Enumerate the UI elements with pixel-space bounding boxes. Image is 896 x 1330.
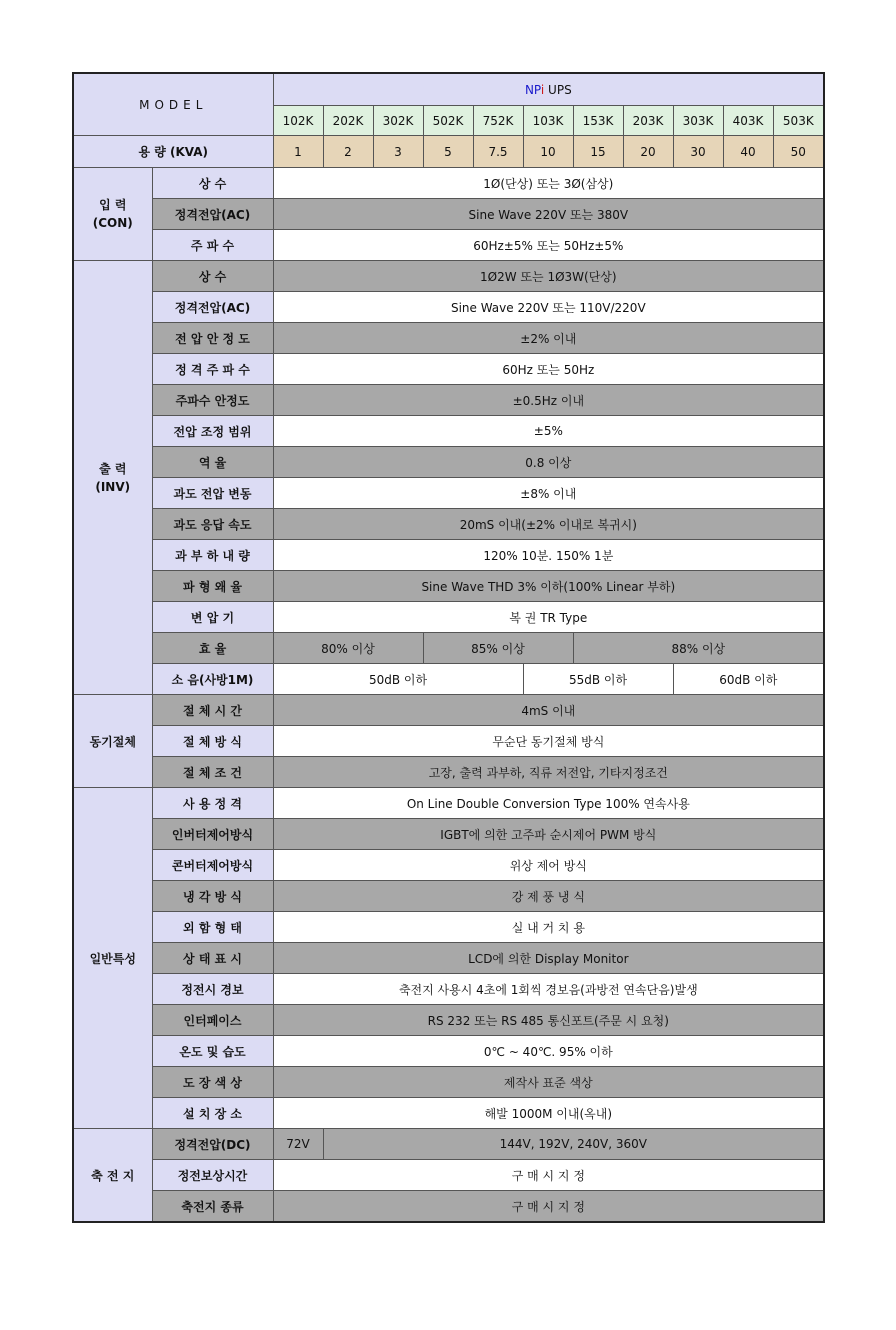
capacity-value: 30 (673, 136, 723, 168)
spec-row (73, 943, 824, 974)
spec-label: 상 수 (152, 168, 273, 199)
spec-row (73, 1036, 824, 1067)
spec-row (73, 1005, 824, 1036)
noise-value: 55dB 이하 (523, 664, 673, 695)
spec-row (73, 478, 824, 509)
spec-row (73, 230, 824, 261)
spec-label: 정격전압(AC) (152, 199, 273, 230)
spec-row (73, 1160, 824, 1191)
battery-voltage-small: 72V (273, 1129, 323, 1160)
spec-row (73, 323, 824, 354)
category-output: 출 력 (INV) (73, 261, 152, 695)
efficiency-value: 80% 이상 (273, 633, 423, 664)
spec-label: 절 체 조 건 (152, 757, 273, 788)
capacity-value: 10 (523, 136, 573, 168)
model-number: 202K (323, 106, 373, 136)
spec-value: ±0.5Hz 이내 (273, 385, 824, 416)
spec-value: LCD에 의한 Display Monitor (273, 943, 824, 974)
spec-label: 상 태 표 시 (152, 943, 273, 974)
spec-row (73, 726, 824, 757)
spec-label: 외 함 형 태 (152, 912, 273, 943)
spec-row (73, 1191, 824, 1223)
spec-label: 사 용 정 격 (152, 788, 273, 819)
spec-label: 정전시 경보 (152, 974, 273, 1005)
model-number: 153K (573, 106, 623, 136)
product-title: NPi UPS (273, 73, 824, 106)
capacity-value: 1 (273, 136, 323, 168)
spec-row (73, 602, 824, 633)
spec-row (73, 1098, 824, 1129)
spec-row (73, 168, 824, 199)
spec-label: 축전지 종류 (152, 1191, 273, 1223)
spec-value: 해발 1000M 이내(옥내) (273, 1098, 824, 1129)
spec-label: 소 음(사방1M) (152, 664, 273, 695)
spec-value: ±8% 이내 (273, 478, 824, 509)
spec-label: 정전보상시간 (152, 1160, 273, 1191)
capacity-value: 2 (323, 136, 373, 168)
spec-label: 과도 응답 속도 (152, 509, 273, 540)
capacity-value: 7.5 (473, 136, 523, 168)
spec-row (73, 881, 824, 912)
spec-value: 1Ø(단상) 또는 3Ø(삼상) (273, 168, 824, 199)
spec-label: 상 수 (152, 261, 273, 292)
spec-row (73, 385, 824, 416)
spec-value: ±2% 이내 (273, 323, 824, 354)
spec-row (73, 447, 824, 478)
spec-value: IGBT에 의한 고주파 순시제어 PWM 방식 (273, 819, 824, 850)
spec-value: 복 권 TR Type (273, 602, 824, 633)
ups-spec-table (72, 72, 825, 1223)
model-number: 752K (473, 106, 523, 136)
category-general: 일반특성 (73, 788, 152, 1129)
spec-value: 축전지 사용시 4초에 1회씩 경보음(과방전 연속단음)발생 (273, 974, 824, 1005)
model-number: 103K (523, 106, 573, 136)
spec-row (73, 757, 824, 788)
model-number: 503K (773, 106, 824, 136)
spec-label: 정격전압(DC) (152, 1129, 273, 1160)
spec-value: 60Hz±5% 또는 50Hz±5% (273, 230, 824, 261)
category-input: 입 력 (CON) (73, 168, 152, 261)
spec-label: 정 격 주 파 수 (152, 354, 273, 385)
capacity-row (73, 136, 824, 168)
spec-value: 실 내 거 치 용 (273, 912, 824, 943)
spec-value: Sine Wave 220V 또는 380V (273, 199, 824, 230)
spec-row (73, 571, 824, 602)
spec-value: 0℃ ~ 40℃. 95% 이하 (273, 1036, 824, 1067)
model-number: 502K (423, 106, 473, 136)
efficiency-row (73, 633, 824, 664)
noise-value: 50dB 이하 (273, 664, 523, 695)
spec-value: Sine Wave THD 3% 이하(100% Linear 부하) (273, 571, 824, 602)
spec-row (73, 1067, 824, 1098)
model-number: 403K (723, 106, 773, 136)
spec-value: 1Ø2W 또는 1Ø3W(단상) (273, 261, 824, 292)
spec-label: 과도 전압 변동 (152, 478, 273, 509)
spec-label: 전 압 안 정 도 (152, 323, 273, 354)
capacity-value: 40 (723, 136, 773, 168)
spec-value: 구 매 시 지 정 (273, 1191, 824, 1223)
spec-row (73, 695, 824, 726)
spec-label: 주파수 안정도 (152, 385, 273, 416)
capacity-value: 20 (623, 136, 673, 168)
spec-row (73, 974, 824, 1005)
spec-label: 냉 각 방 식 (152, 881, 273, 912)
spec-label: 온도 및 습도 (152, 1036, 273, 1067)
spec-value: 무순단 동기절체 방식 (273, 726, 824, 757)
spec-value: 위상 제어 방식 (273, 850, 824, 881)
spec-value: On Line Double Conversion Type 100% 연속사용 (273, 788, 824, 819)
spec-label: 파 형 왜 율 (152, 571, 273, 602)
spec-label: 인버터제어방식 (152, 819, 273, 850)
spec-value: RS 232 또는 RS 485 통신포트(주문 시 요청) (273, 1005, 824, 1036)
capacity-value: 3 (373, 136, 423, 168)
efficiency-value: 88% 이상 (573, 633, 824, 664)
spec-label: 절 체 시 간 (152, 695, 273, 726)
spec-value: 제작사 표준 색상 (273, 1067, 824, 1098)
spec-label: 과 부 하 내 량 (152, 540, 273, 571)
spec-value: 60Hz 또는 50Hz (273, 354, 824, 385)
model-number: 102K (273, 106, 323, 136)
category-sync: 동기절체 (73, 695, 152, 788)
noise-value: 60dB 이하 (673, 664, 824, 695)
spec-row (73, 788, 824, 819)
spec-row (73, 292, 824, 323)
capacity-label: 용 량 (KVA) (73, 136, 273, 168)
spec-label: 효 율 (152, 633, 273, 664)
category-battery: 축 전 지 (73, 1129, 152, 1223)
spec-value: 고장, 출력 과부하, 직류 저전압, 기타지정조건 (273, 757, 824, 788)
spec-value: 20mS 이내(±2% 이내로 복귀시) (273, 509, 824, 540)
spec-label: 역 율 (152, 447, 273, 478)
spec-row (73, 540, 824, 571)
spec-label: 주 파 수 (152, 230, 273, 261)
spec-value: 강 제 풍 냉 식 (273, 881, 824, 912)
spec-row (73, 261, 824, 292)
spec-row (73, 199, 824, 230)
spec-value: 0.8 이상 (273, 447, 824, 478)
spec-row (73, 819, 824, 850)
spec-label: 콘버터제어방식 (152, 850, 273, 881)
model-number: 303K (673, 106, 723, 136)
spec-value: Sine Wave 220V 또는 110V/220V (273, 292, 824, 323)
spec-row (73, 354, 824, 385)
battery-voltage-large: 144V, 192V, 240V, 360V (323, 1129, 824, 1160)
efficiency-value: 85% 이상 (423, 633, 573, 664)
model-number: 302K (373, 106, 423, 136)
spec-value: ±5% (273, 416, 824, 447)
spec-label: 설 치 장 소 (152, 1098, 273, 1129)
spec-row (73, 912, 824, 943)
spec-value: 구 매 시 지 정 (273, 1160, 824, 1191)
spec-row (73, 509, 824, 540)
spec-label: 도 장 색 상 (152, 1067, 273, 1098)
battery-voltage-row (73, 1129, 824, 1160)
capacity-value: 15 (573, 136, 623, 168)
noise-row (73, 664, 824, 695)
spec-value: 120% 10분. 150% 1분 (273, 540, 824, 571)
spec-label: 정격전압(AC) (152, 292, 273, 323)
capacity-value: 5 (423, 136, 473, 168)
model-number: 203K (623, 106, 673, 136)
spec-row (73, 850, 824, 881)
model-label: MODEL (73, 73, 273, 136)
spec-row (73, 416, 824, 447)
spec-label: 변 압 기 (152, 602, 273, 633)
spec-label: 인터페이스 (152, 1005, 273, 1036)
capacity-value: 50 (773, 136, 824, 168)
spec-label: 절 체 방 식 (152, 726, 273, 757)
spec-value: 4mS 이내 (273, 695, 824, 726)
spec-label: 전압 조정 범위 (152, 416, 273, 447)
